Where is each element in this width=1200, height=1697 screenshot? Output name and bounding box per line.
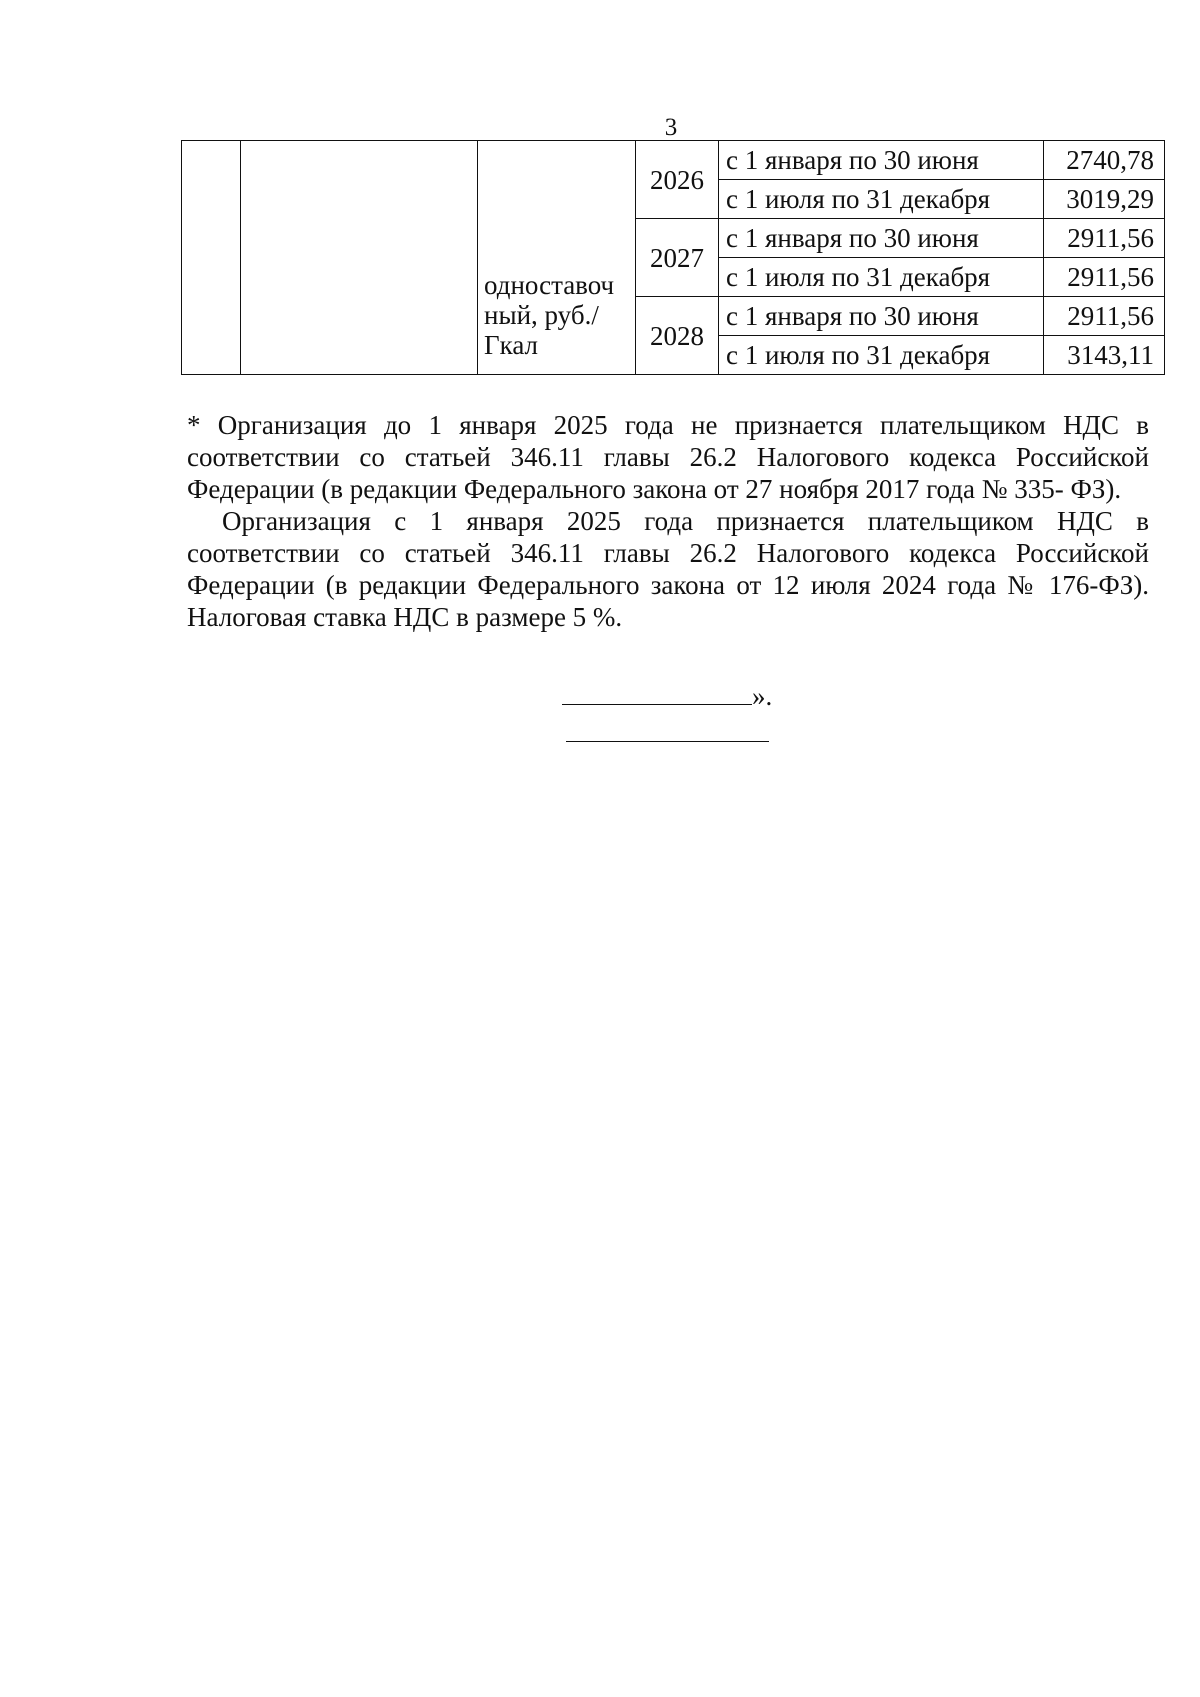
period-cell: с 1 января по 30 июня [719, 141, 1044, 180]
vat-paragraph: Организация с 1 января 2025 года признается плательщиком НДС в соответствии со статьей 346.11 главы 26.2 Налогового кодекса Российской Федерации (в редакции Федерального закона от 12 июля 2024 года № 176-ФЗ). Налоговая ставка НДС в размере 5 %. [187, 506, 1149, 632]
closing-line [562, 681, 772, 711]
period-cell: с 1 июля по 31 декабря [719, 336, 1044, 375]
tariff-kind-cell: одноставоч ный, руб./Гкал [478, 141, 636, 375]
table-row [182, 141, 1165, 180]
notes-section [187, 409, 1149, 633]
tariff-value-cell: 2911,56 [1044, 297, 1165, 336]
period-cell: с 1 июля по 31 декабря [719, 180, 1044, 219]
year-cell: 2028 [636, 297, 719, 375]
tariff-value-cell: 2911,56 [1044, 219, 1165, 258]
page-number: 3 [664, 114, 678, 141]
period-cell: с 1 января по 30 июня [719, 297, 1044, 336]
vat-footnote: * Организация до 1 января 2025 года не признается плательщиком НДС в соответствии со статьей 346.11 главы 26.2 Налогового кодекса Российской Федерации (в редакции Федерального закона от 27 ноября 2017 года № 335- ФЗ). [187, 410, 1149, 504]
year-cell: 2026 [636, 141, 719, 219]
table-cell-empty [182, 141, 241, 375]
table-cell-empty [241, 141, 478, 375]
end-rule [566, 741, 769, 742]
period-cell: с 1 января по 30 июня [719, 219, 1044, 258]
period-cell: с 1 июля по 31 декабря [719, 258, 1044, 297]
tariff-value-cell: 2911,56 [1044, 258, 1165, 297]
closing-quote-mark: ». [752, 681, 773, 711]
tariff-value-cell: 3019,29 [1044, 180, 1165, 219]
tariff-value-cell: 2740,78 [1044, 141, 1165, 180]
year-cell: 2027 [636, 219, 719, 297]
signature-blank-line [562, 682, 752, 705]
tariff-table [181, 140, 1165, 375]
tariff-value-cell: 3143,11 [1044, 336, 1165, 375]
